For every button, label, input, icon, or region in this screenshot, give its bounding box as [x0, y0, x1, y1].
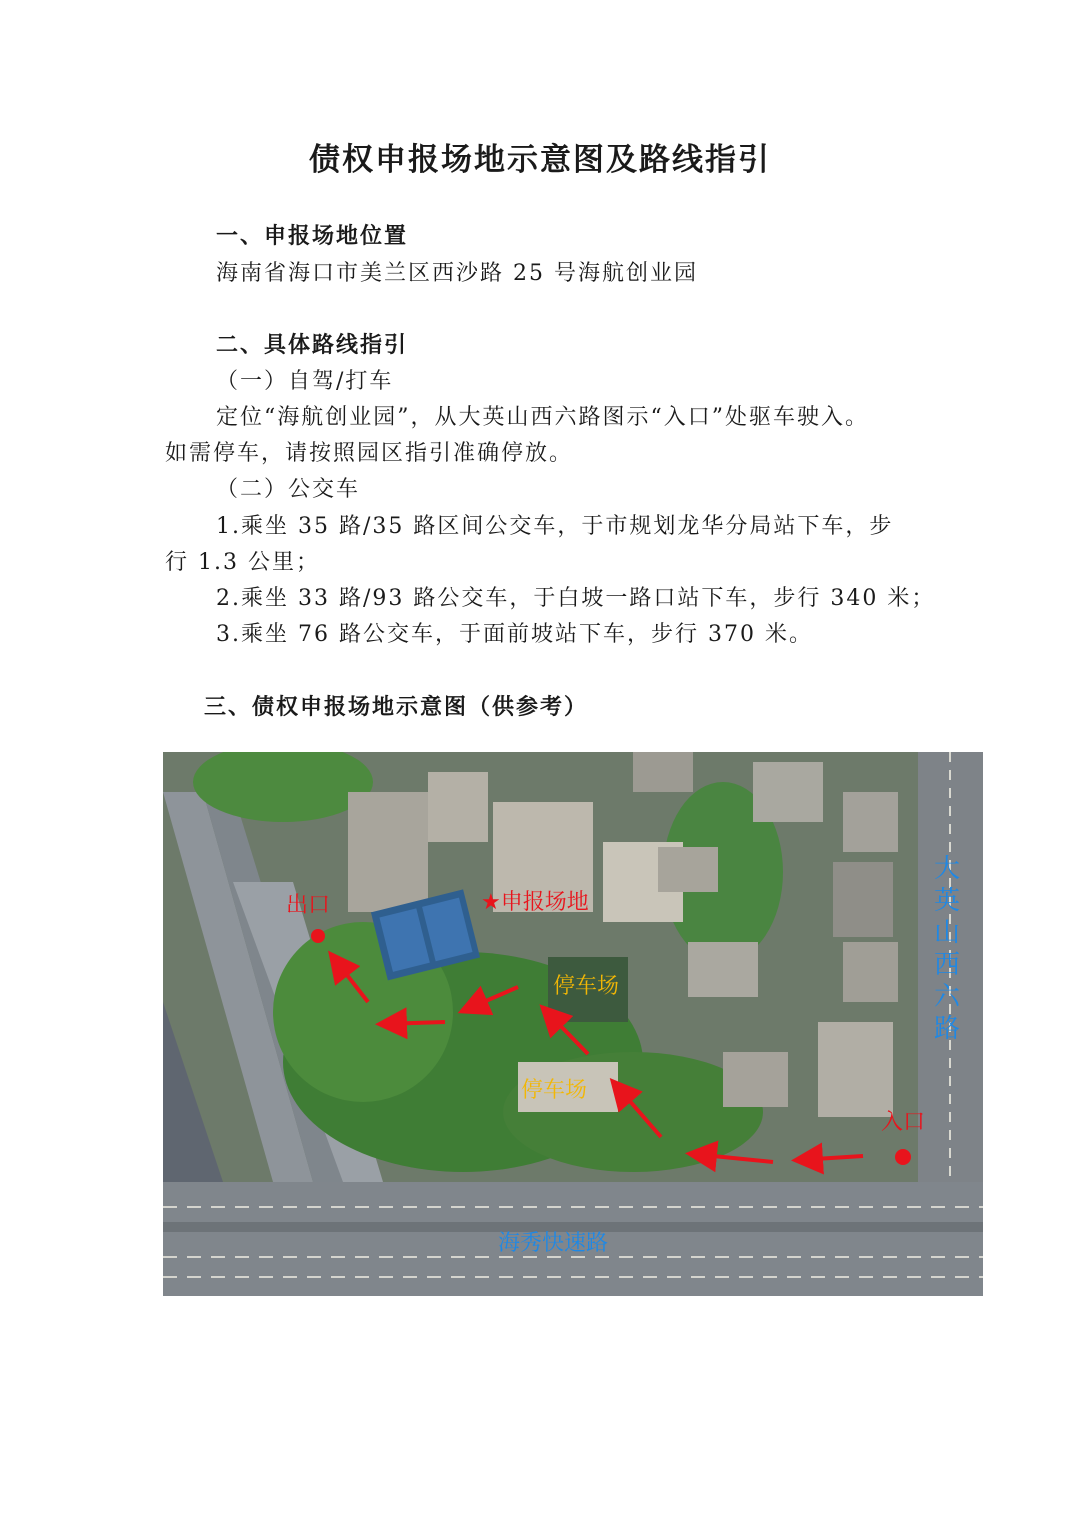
drive-text-line-1: 定位“海航创业园”，从大英山西六路图示“入口”处驱车驶入。 [216, 405, 869, 430]
bus-route-3: 3.乘坐 76 路公交车，于面前坡站下车，步行 370 米。 [216, 622, 813, 647]
parking-label-2: 停车场 [521, 1078, 588, 1103]
entrance-dot [895, 1149, 911, 1165]
venue-address: 海南省海口市美兰区西沙路 25 号海航创业园 [216, 261, 698, 286]
exit-dot [311, 929, 325, 943]
bus-heading: （二）公交车 [216, 477, 361, 502]
drive-text-line-2: 如需停车，请按照园区指引准确停放。 [165, 441, 574, 466]
road-right-char: 六 [934, 982, 961, 1012]
road-right-char: 山 [934, 918, 961, 948]
page-title: 债权申报场地示意图及路线指引 [309, 142, 771, 178]
road-right-char: 西 [934, 950, 961, 980]
section2-heading: 二、具体路线指引 [216, 333, 409, 358]
venue-label: ★申报场地 [481, 890, 589, 915]
entrance-label: 入口 [881, 1110, 926, 1135]
bus-route-2: 2.乘坐 33 路/93 路公交车，于白坡一路口站下车，步行 340 米； [216, 586, 936, 611]
bus-route-1-line-1: 1.乘坐 35 路/35 路区间公交车，于市规划龙华分局站下车，步 [216, 514, 894, 539]
site-map [163, 752, 983, 1296]
road-right-char: 路 [934, 1014, 961, 1044]
section3-heading: 三、债权申报场地示意图（供参考） [204, 695, 589, 720]
drive-heading: （一）自驾/打车 [216, 369, 394, 394]
road-right-char: 大 [934, 854, 961, 884]
bus-route-1-line-2: 行 1.3 公里； [165, 550, 320, 575]
road-right-char: 英 [934, 886, 961, 916]
exit-label: 出口 [286, 893, 331, 918]
parking-label-1: 停车场 [553, 974, 620, 999]
section1-heading: 一、申报场地位置 [216, 224, 409, 249]
road-bottom-label: 海秀快速路 [498, 1231, 609, 1256]
